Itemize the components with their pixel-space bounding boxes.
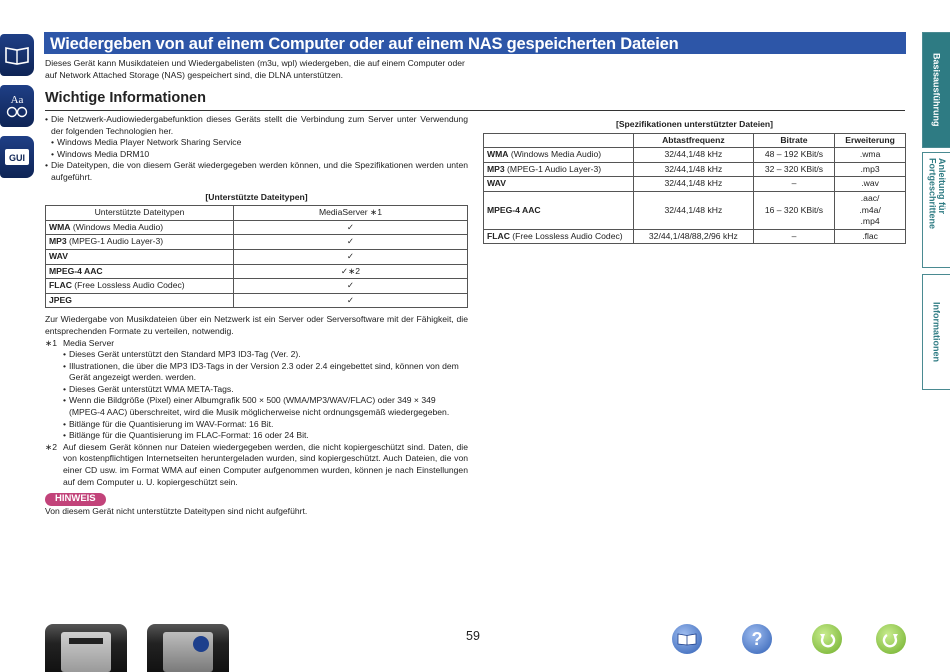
forward-icon[interactable] <box>876 624 906 654</box>
table-cell: 32/44,1/48 kHz <box>634 162 754 177</box>
footnote-mark: ∗2 <box>45 441 57 452</box>
book-icon[interactable] <box>0 34 34 76</box>
table-cell: .mp3 <box>835 162 906 177</box>
table-cell: MPEG-4 AAC <box>484 191 634 229</box>
gui-text: GUI <box>8 153 26 163</box>
table-header-cell: Erweiterung <box>835 133 906 148</box>
footnote-2 <box>45 442 468 488</box>
left-icon-column <box>0 34 36 187</box>
table-cell: FLAC (Free Lossless Audio Codec) <box>484 229 634 244</box>
info-bullets <box>45 114 468 184</box>
spec-table <box>483 133 906 245</box>
tab-basisausfuehrung[interactable] <box>922 32 950 148</box>
bullet-text: Die Dateitypen, die von diesem Gerät wiedergegeben werden können, und die Spezifikationen werden unten aufgeführt. <box>51 160 468 182</box>
device-knob <box>193 636 209 652</box>
bullet-item <box>45 114 468 137</box>
table-row <box>46 249 468 264</box>
bullet-dot: • <box>51 137 55 148</box>
table-header-row <box>46 206 468 221</box>
hinweis-badge: HINWEIS <box>45 493 106 506</box>
table-cell: – <box>753 229 835 244</box>
supported-file-types-table <box>45 205 468 308</box>
table-cell: .flac <box>835 229 906 244</box>
bullet-item <box>45 137 468 149</box>
table-row <box>46 264 468 279</box>
gui-icon[interactable] <box>0 136 34 178</box>
notes <box>45 314 468 517</box>
table-cell: MP3 (MPEG-1 Audio Layer-3) <box>484 162 634 177</box>
table-cell: ✓ <box>234 235 468 250</box>
footnote-1 <box>45 338 468 442</box>
bullet-dot: • <box>51 148 55 159</box>
bullet-text: Windows Media DRM10 <box>57 148 150 159</box>
table-cell: FLAC (Free Lossless Audio Codec) <box>46 279 234 294</box>
font-aa-icon[interactable] <box>0 85 34 127</box>
bullet-text: Windows Media Player Network Sharing Service <box>57 137 242 148</box>
table-row <box>484 229 906 244</box>
footnote-text: Auf diesem Gerät können nur Dateien wiedergegeben werden, die nicht kopiergeschützt sind. Daten, die von kostenpflichtigen Internetseiten heruntergeladen wurden, sind kopiergeschützt. Auch Dateien, die von einer CD usw. im Format WMA auf einen Computer aufgenommen wurden, können je nach Einstellungen auf dem Computer u. U. kopiergeschützt sein. <box>63 441 468 487</box>
table-cell: ✓ <box>234 279 468 294</box>
page-title: Wiedergeben von auf einem Computer oder auf einem NAS gespeicherten Dateien <box>44 32 906 54</box>
table-row <box>46 293 468 308</box>
table-cell: 32/44,1/48 kHz <box>634 177 754 192</box>
table-row <box>46 279 468 294</box>
table-row <box>46 220 468 235</box>
table-header-cell <box>484 133 634 148</box>
table-cell: ✓ <box>234 220 468 235</box>
table-cell: 32/44,1/48/88,2/96 kHz <box>634 229 754 244</box>
hinweis-text: Von diesem Gerät nicht unterstützte Dateitypen sind nicht aufgeführt. <box>45 506 308 517</box>
table-cell: WMA (Windows Media Audio) <box>46 220 234 235</box>
tab-anleitung[interactable] <box>922 152 950 268</box>
table-cell: MP3 (MPEG-1 Audio Layer-3) <box>46 235 234 250</box>
bullet-dot: • <box>45 160 49 171</box>
footnote-bullet: • Bitlänge für die Quantisierung im WAV-Format: 16 Bit. <box>63 418 274 429</box>
bullet-item <box>45 160 468 183</box>
font-aa-text: Aa <box>10 94 24 106</box>
tab-label: Informationen <box>931 302 942 362</box>
table-cell: .wav <box>835 177 906 192</box>
table-cell: 16 – 320 KBit/s <box>753 191 835 229</box>
table-row <box>484 148 906 163</box>
table-cell: ✓ <box>234 249 468 264</box>
table-row <box>484 162 906 177</box>
table-header-cell: MediaServer ∗1 <box>234 206 468 221</box>
table-cell: 32/44,1/48 kHz <box>634 148 754 163</box>
intro-text: Dieses Gerät kann Musikdateien und Wiedergabelisten (m3u, wpl) wiedergeben, die auf einem Computer oder auf Network Attached Storage (NAS) gespeichert sind, die DLNA unterstützen. <box>45 58 465 80</box>
table-cell: 48 – 192 KBit/s <box>753 148 835 163</box>
supported-table-caption: [Unterstützte Dateitypen] <box>205 191 308 202</box>
section-heading: Wichtige Informationen <box>45 89 905 111</box>
back-icon[interactable] <box>812 624 842 654</box>
device-display <box>69 638 103 644</box>
bullet-item <box>45 149 468 161</box>
help-icon[interactable] <box>742 624 772 654</box>
bullet-text: Die Netzwerk-Audiowiedergabefunktion dieses Geräts stellt die Verbindung zum Server unter Verwendung der folgenden Technologien her. <box>51 114 468 136</box>
footnote-mark: ∗1 <box>45 337 57 348</box>
svg-text:?: ? <box>751 629 763 649</box>
device-face <box>163 632 213 672</box>
page-number: 59 <box>466 629 480 643</box>
table-cell: JPEG <box>46 293 234 308</box>
table-row <box>46 235 468 250</box>
table-cell: – <box>753 177 835 192</box>
footnote-title: Media Server <box>63 337 115 348</box>
footnote-bullet: • Illustrationen, die über die MP3 ID3-Tags in der Version 2.3 oder 2.4 eingebettet sind, können von dem Gerät angezeigt werden. werden. <box>63 360 459 383</box>
tab-label: Anleitung für Fortgeschrittene <box>927 158 947 230</box>
book-nav-icon[interactable] <box>672 624 702 654</box>
device-face <box>61 632 111 672</box>
table-cell: MPEG-4 AAC <box>46 264 234 279</box>
device-remote-image[interactable] <box>147 624 229 672</box>
table-cell: WMA (Windows Media Audio) <box>484 148 634 163</box>
table-cell: .aac/ .m4a/ .mp4 <box>835 191 906 229</box>
tab-informationen[interactable] <box>922 274 950 390</box>
right-column <box>483 119 906 244</box>
table-cell: WAV <box>46 249 234 264</box>
footnote-bullet: • Wenn die Bildgröße (Pixel) einer Albumgrafik 500 × 500 (WMA/MP3/WAV/FLAC) oder 349 × 349 (MPEG-4 AAC) überschreitet, wird die Musik möglicherweise nicht ordnungsgemäß wiedergegeben. <box>63 395 450 418</box>
table-header-row <box>484 133 906 148</box>
spec-table-caption: [Spezifikationen unterstützter Dateien] <box>615 119 774 129</box>
table-cell: 32/44,1/48 kHz <box>634 191 754 229</box>
device-front-image[interactable] <box>45 624 127 672</box>
table-cell: ✓∗2 <box>234 264 468 279</box>
server-note: Zur Wiedergabe von Musikdateien über ein Netzwerk ist ein Server oder Serversoftware mit der Fähigkeit, die entsprechenden Formate zu verteilen, notwendig. <box>45 314 468 336</box>
table-cell: 32 – 320 KBit/s <box>753 162 835 177</box>
table-header-cell: Abtastfrequenz <box>634 133 754 148</box>
bullet-dot: • <box>45 114 49 124</box>
tab-label: Basisausführung <box>931 53 942 127</box>
table-cell: .wma <box>835 148 906 163</box>
table-row <box>484 191 906 229</box>
table-header-cell: Bitrate <box>753 133 835 148</box>
table-cell: ✓ <box>234 293 468 308</box>
footnote-bullet: • Dieses Gerät unterstützt WMA META-Tags. <box>63 383 234 394</box>
table-cell: WAV <box>484 177 634 192</box>
table-row <box>484 177 906 192</box>
footnote-bullet: • Bitlänge für die Quantisierung im FLAC-Format: 16 oder 24 Bit. <box>63 430 309 441</box>
left-column <box>45 114 468 518</box>
footnote-bullet: • Dieses Gerät unterstützt den Standard MP3 ID3-Tag (Ver. 2). <box>63 349 301 360</box>
table-header-cell: Unterstützte Dateitypen <box>46 206 234 221</box>
